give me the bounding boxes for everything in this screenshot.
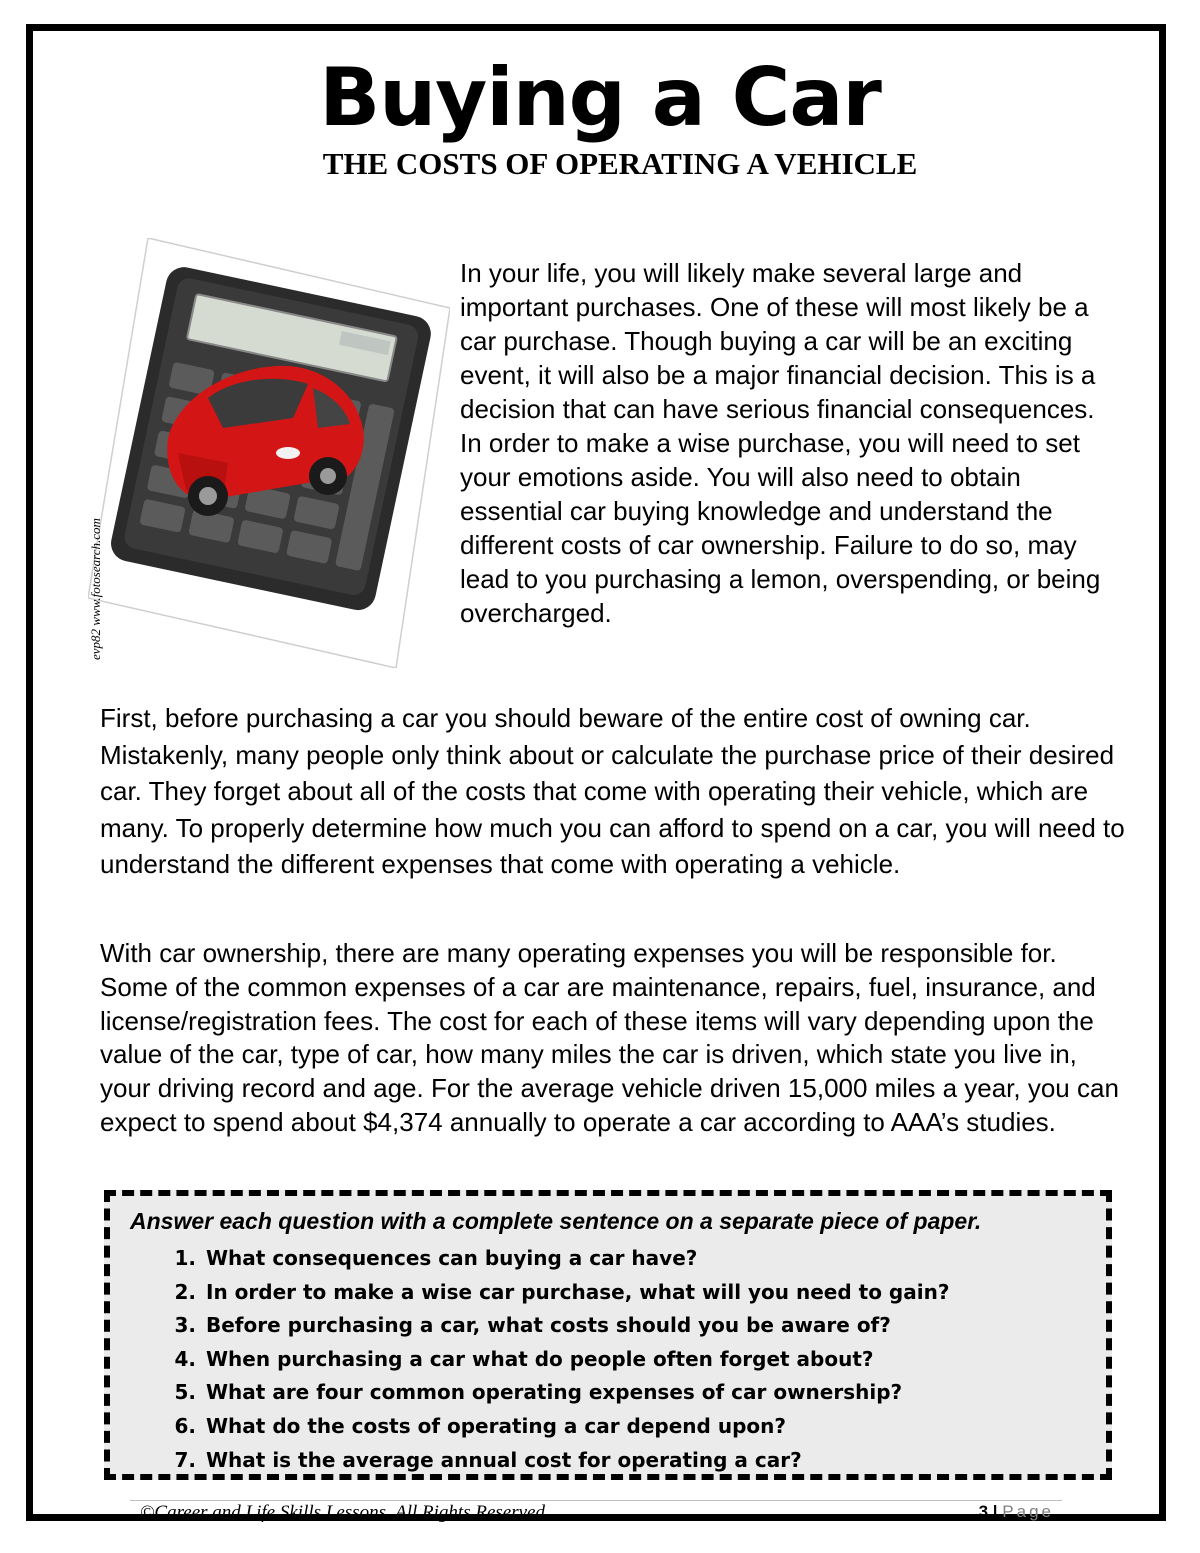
car-calculator-photo [60, 230, 450, 670]
page-word: Page [1002, 1502, 1054, 1521]
question-item [160, 1410, 949, 1444]
paragraph-entire-cost: First, before purchasing a car you should beware of the entire cost of owning car. Mistakenly, many people only think about or calculate the purchase price of their desired car. They forget about all of the costs that come with operating their vehicle, which are many. To properly determine how much you can afford to spend on a car, you will need to understand the different expenses that come with operating a vehicle. [100, 703, 1125, 879]
question-text: Before purchasing a car, what costs should you be aware of? [206, 1313, 891, 1338]
paragraph-operating-expenses: With car ownership, there are many operating expenses you will be responsible for. Some of the common expenses of a car are maintenance, repairs, fuel, insurance, and license/registration fees. The cost for each of these items will vary depending upon the value of the car, type of car, how many miles the car is driven, which state you live in, your driving record and age. For the average vehicle driven 15,000 miles a year, you can expect to spend about $4,374 annually to operate a car according to AAA’s studies. [100, 938, 1119, 1137]
questions-list [160, 1242, 949, 1477]
question-item [160, 1309, 949, 1343]
page-number: 3 [978, 1502, 989, 1521]
question-item [160, 1444, 949, 1478]
page-subtitle: THE COSTS OF OPERATING A VEHICLE [322, 146, 918, 181]
question-text: What is the average annual cost for operating a car? [206, 1447, 802, 1472]
question-text: When purchasing a car what do people often forget about? [206, 1346, 874, 1371]
footer-page-number [979, 1502, 1054, 1522]
question-number: 3. [174, 1313, 196, 1338]
questions-box [104, 1190, 1112, 1480]
page-title: Buying a Car [319, 51, 881, 144]
car-on-calculator-image [88, 238, 450, 668]
question-number: 6. [174, 1413, 196, 1438]
footer-divider [130, 1500, 1062, 1501]
question-number: 1. [174, 1246, 196, 1270]
question-text: What consequences can buying a car have? [206, 1246, 698, 1270]
question-item [160, 1376, 949, 1410]
page-separator: | [992, 1502, 998, 1521]
question-item [160, 1343, 949, 1377]
question-number: 5. [174, 1380, 196, 1405]
question-number: 7. [174, 1447, 196, 1472]
question-number: 4. [174, 1346, 196, 1371]
question-item [160, 1242, 949, 1276]
intro-paragraph: In your life, you will likely make several large and important purchases. One of these will most likely be a car purchase. Though buying a car will be an exciting event, it will also be a major financial decision. This is a decision that can have serious financial consequences. In order to make a wise purchase, you will need to set your emotions aside. You will also need to obtain essential car buying knowledge and understand the different costs of car ownership. Failure to do so, may lead to you purchasing a lemon, overspending, or being overcharged. [460, 258, 1101, 628]
question-text: In order to make a wise car purchase, what will you need to gain? [206, 1279, 950, 1304]
question-number: 2. [174, 1279, 196, 1304]
question-text: What do the costs of operating a car depend upon? [206, 1413, 786, 1438]
question-text: What are four common operating expenses of car ownership? [206, 1380, 903, 1405]
photo-credit: evp82 www.fotosearch.com [88, 518, 103, 660]
footer-copyright: ©Career and Life Skills Lessons. All Rights Reserved. [140, 1502, 550, 1523]
question-item [160, 1276, 949, 1310]
questions-heading: Answer each question with a complete sentence on a separate piece of paper. [130, 1208, 982, 1234]
